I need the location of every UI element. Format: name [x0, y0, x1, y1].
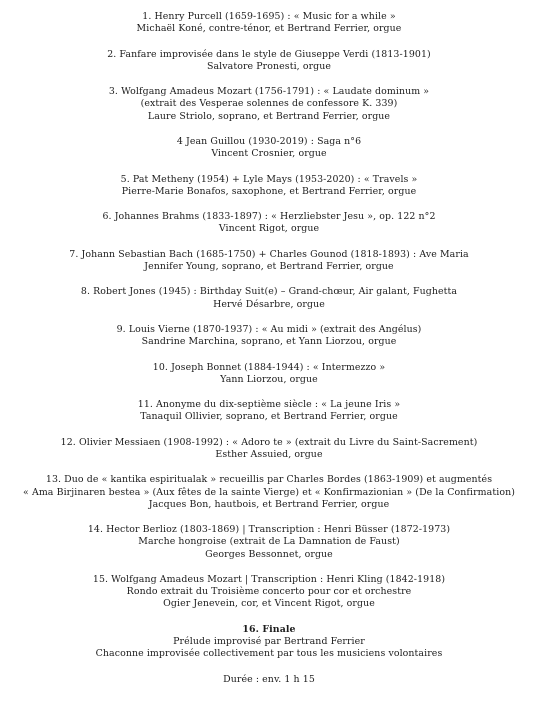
item-title: 2. Fanfare improvisée dans le style de Giuseppe Verdi (1813-1901): [107, 48, 431, 60]
item-title: 14. Hector Berlioz (1803-1869) | Transcription : Henri Büsser (1872-1973): [87, 524, 451, 536]
item-title: 11. Anonyme du dix-septième siècle : « La jeune Iris »: [137, 399, 401, 411]
program-item-1: [0, 11, 538, 35]
program-item-16: [0, 624, 538, 661]
program-item-7: [0, 249, 538, 273]
program-item-14: [0, 524, 538, 561]
item-performers: Yann Liorzou, orgue: [220, 373, 318, 385]
duration-text: Durée : env. 1 h 15: [223, 673, 315, 685]
item-performers: Sandrine Marchina, soprano, et Yann Liorzou, orgue: [141, 336, 397, 348]
item-title: 9. Louis Vierne (1870-1937) : « Au midi » (extrait des Angélus): [116, 323, 422, 335]
item-title: 4 Jean Guillou (1930-2019) : Saga n°6: [176, 135, 362, 147]
item-note: « Ama Birjinaren bestea » (Aux fêtes de la sainte Vierge) et « Konfirmazionian » (De la Confirmation): [23, 486, 515, 498]
program-item-10: [0, 362, 538, 386]
program-item-8: [0, 286, 538, 310]
item-title: 12. Olivier Messiaen (1908-1992) : « Adoro te » (extrait du Livre du Saint-Sacrement): [60, 436, 478, 448]
item-performers: Jennifer Young, soprano, et Bertrand Ferrier, orgue: [144, 260, 394, 272]
item-performers: Hervé Désarbre, orgue: [213, 298, 325, 310]
program-item-11: [0, 399, 538, 423]
item-performers: Ogier Jenevein, cor, et Vincent Rigot, orgue: [163, 598, 375, 610]
item-title: 8. Robert Jones (1945) : Birthday Suit(e) – Grand-chœur, Air galant, Fughetta: [80, 286, 458, 298]
item-performers: Tanaquil Ollivier, soprano, et Bertrand Ferrier, orgue: [140, 411, 398, 423]
item-title: 7. Johann Sebastian Bach (1685-1750) + Charles Gounod (1818-1893) : Ave Maria: [69, 248, 469, 260]
item-title: 13. Duo de « kantika espiritualak » recueillis par Charles Bordes (1863-1909) et augmentés: [45, 474, 493, 486]
item-note: Chaconne improvisée collectivement par tous les musiciens volontaires: [95, 648, 443, 660]
program-item-3: [0, 86, 538, 123]
item-title: 3. Wolfgang Amadeus Mozart (1756-1791) : « Laudate dominum »: [108, 86, 430, 98]
program-item-9: [0, 324, 538, 348]
item-performers: Laure Striolo, soprano, et Bertrand Ferrier, orgue: [147, 110, 391, 122]
program-item-4: [0, 136, 538, 160]
program-item-2: [0, 49, 538, 73]
item-note: Marche hongroise (extrait de La Damnation de Faust): [138, 536, 400, 548]
item-title: 15. Wolfgang Amadeus Mozart | Transcription : Henri Kling (1842-1918): [92, 573, 446, 585]
program-item-6: [0, 211, 538, 235]
item-performers: Salvatore Pronesti, orgue: [206, 60, 332, 72]
item-title: 1. Henry Purcell (1659-1695) : « Music for a while »: [142, 11, 396, 22]
program-item-13: [0, 474, 538, 511]
item-performers: Jacques Bon, hautbois, et Bertrand Ferrier, orgue: [148, 498, 390, 510]
item-title: 5. Pat Metheny (1954) + Lyle Mays (1953-2020) : « Travels »: [120, 173, 418, 185]
item-performers: Esther Assuied, orgue: [215, 448, 323, 460]
item-performers: Michaël Koné, contre-ténor, et Bertrand Ferrier, orgue: [136, 23, 402, 35]
item-performers: Georges Bessonnet, orgue: [205, 548, 333, 560]
program-item-12: [0, 437, 538, 461]
item-performers: Pierre-Marie Bonafos, saxophone, et Bertrand Ferrier, orgue: [121, 185, 417, 197]
item-performers: Vincent Crosnier, orgue: [211, 148, 327, 160]
item-title: 6. Johannes Brahms (1833-1897) : « Herzliebster Jesu », op. 122 n°2: [102, 211, 436, 223]
item-performers: Vincent Rigot, orgue: [218, 223, 320, 235]
item-note: Prélude improvisé par Bertrand Ferrier: [173, 635, 365, 647]
item-note: Rondo extrait du Troisième concerto pour cor et orchestre: [126, 586, 412, 598]
program-item-5: [0, 174, 538, 198]
program-item-15: [0, 574, 538, 611]
finale-heading: 16. Finale: [242, 623, 296, 635]
program-duration: [0, 674, 538, 686]
item-title: 10. Joseph Bonnet (1884-1944) : « Intermezzo »: [152, 361, 386, 373]
item-note: (extrait des Vesperae solennes de confessore K. 339): [140, 98, 398, 110]
